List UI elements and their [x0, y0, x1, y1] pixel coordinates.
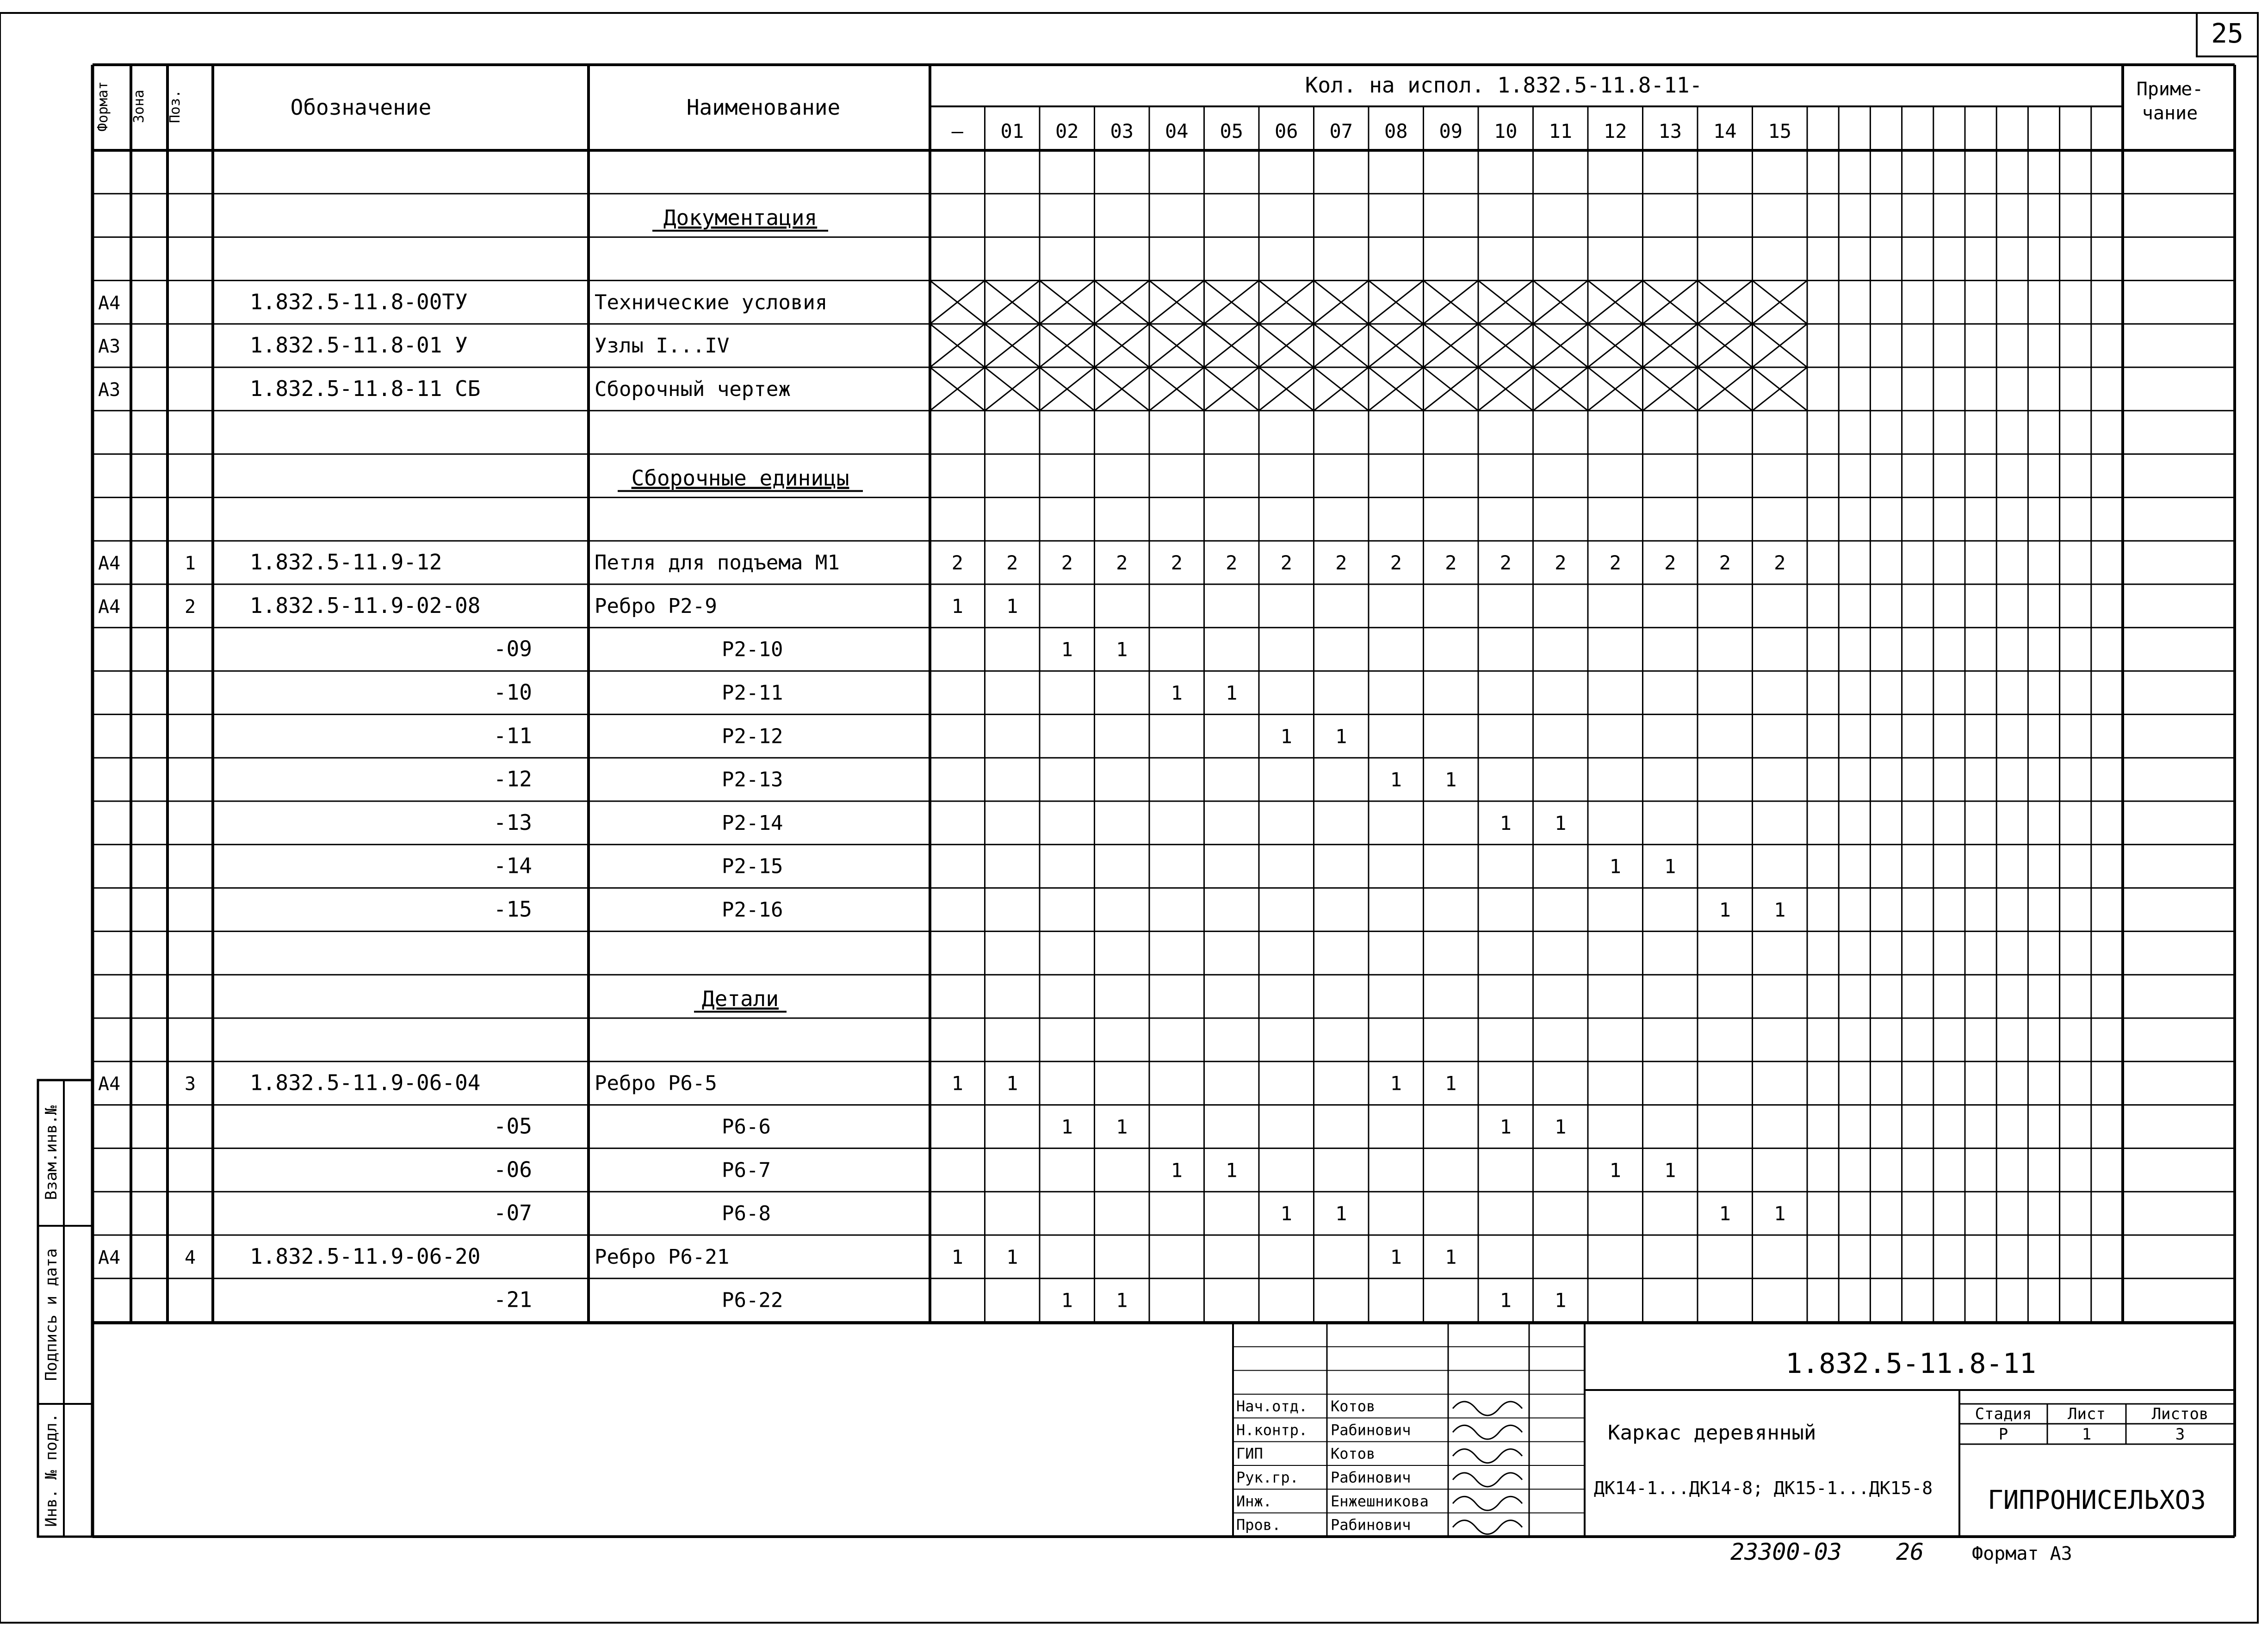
cell-quantity: 2 — [1335, 551, 1347, 575]
table-row — [494, 723, 1347, 748]
table-row — [494, 766, 1456, 791]
side-replacement-label: Взам.инв.№ — [42, 1105, 61, 1200]
cell-name: Технические условия — [595, 290, 828, 315]
cell-designation: -07 — [493, 1200, 532, 1226]
table-row — [98, 333, 729, 358]
table-row — [494, 897, 1785, 922]
variant-header: 13 — [1658, 120, 1682, 142]
cell-designation: 1.832.5-11.8-01 У — [250, 333, 468, 358]
cell-quantity: 1 — [1335, 725, 1347, 748]
cell-quantity: 1 — [1774, 898, 1786, 921]
cell-quantity: 1 — [1719, 1202, 1731, 1225]
variant-header: 10 — [1493, 120, 1518, 142]
section-title: Детали — [701, 986, 779, 1012]
cell-quantity: 1 — [1226, 681, 1238, 704]
cell-quantity: 1 — [1061, 1289, 1073, 1312]
cell-designation: 1.832.5-11.8-00ТУ — [250, 289, 468, 315]
cell-format: А4 — [98, 1073, 121, 1095]
handwritten-signature — [1453, 1402, 1522, 1415]
variant-header: 01 — [1000, 120, 1024, 142]
variant-header: 07 — [1329, 120, 1353, 142]
cell-quantity: 1 — [1555, 811, 1567, 834]
cell-name: Р6-7 — [722, 1158, 771, 1182]
cell-designation: -05 — [493, 1113, 532, 1139]
stage-label: Стадия — [1975, 1405, 2032, 1423]
variant-header: 08 — [1384, 120, 1408, 142]
cell-quantity: 1 — [1500, 1115, 1512, 1138]
cell-quantity: 1 — [1116, 638, 1128, 661]
cell-designation: -06 — [493, 1157, 532, 1182]
cell-name: Р2-12 — [722, 724, 783, 748]
cell-quantity: 2 — [1445, 551, 1457, 575]
variant-header: 03 — [1110, 120, 1134, 142]
handwritten-signature — [1453, 1496, 1522, 1510]
handwritten-signature — [1453, 1425, 1522, 1439]
signature-role: Инж. — [1236, 1492, 1272, 1510]
cell-name: Р2-16 — [722, 898, 783, 922]
table-grid — [93, 65, 2235, 1323]
cell-position: 4 — [184, 1247, 196, 1268]
signature-name: Рабинович — [1331, 1516, 1411, 1534]
handwritten-signature — [1453, 1449, 1522, 1463]
cell-quantity: 2 — [1116, 551, 1128, 575]
table-row — [98, 593, 1018, 618]
cell-quantity: 1 — [1390, 1072, 1402, 1095]
document-title: Каркас деревянный — [1608, 1421, 1816, 1445]
header-qty-title: Кол. на испол. 1.832.5-11.8-11- — [1305, 73, 1703, 98]
cell-format: А4 — [98, 596, 121, 618]
variant-header: 14 — [1713, 120, 1737, 142]
cell-position: 3 — [184, 1073, 196, 1095]
signature-name: Енжешникова — [1331, 1492, 1429, 1510]
cell-quantity: 1 — [1664, 855, 1676, 878]
variant-header: 05 — [1220, 120, 1244, 142]
section-title: Сборочные единицы — [631, 465, 849, 491]
cell-quantity: 1 — [1555, 1115, 1567, 1138]
cell-name: Р2-15 — [722, 854, 783, 878]
cell-format: А4 — [98, 292, 121, 314]
header-note-1: Приме- — [2136, 79, 2204, 100]
table-row — [98, 1244, 1456, 1269]
cell-quantity: 1 — [951, 594, 963, 618]
cell-quantity: 1 — [1445, 768, 1457, 791]
cell-position: 1 — [184, 553, 196, 575]
cell-name: Р6-22 — [722, 1288, 783, 1312]
signature-role: Нач.отд. — [1236, 1397, 1308, 1415]
sheet-value: 1 — [2082, 1425, 2092, 1444]
cell-quantity: 1 — [1445, 1072, 1457, 1095]
variant-header-row — [952, 120, 1791, 142]
cell-position: 2 — [184, 596, 196, 618]
table-row — [494, 853, 1676, 878]
cell-quantity: 1 — [1445, 1245, 1457, 1268]
stage-value: Р — [1998, 1425, 2008, 1444]
cell-quantity: 2 — [1061, 551, 1073, 575]
table-row — [98, 289, 827, 314]
cell-quantity: 1 — [1061, 638, 1073, 661]
cell-quantity: 2 — [1500, 551, 1512, 575]
cell-designation: -15 — [493, 896, 532, 922]
cell-quantity: 1 — [1006, 594, 1018, 618]
variant-header: — — [951, 120, 963, 142]
table-row — [494, 1157, 1676, 1182]
cell-designation: -14 — [493, 853, 532, 878]
table-row — [494, 1200, 1785, 1225]
cell-quantity: 2 — [1609, 551, 1621, 575]
section-row — [694, 986, 787, 1012]
cell-quantity: 1 — [1116, 1115, 1128, 1138]
cell-name: Ребро Р6-5 — [595, 1071, 717, 1095]
section-title: Документация — [663, 205, 818, 230]
cell-quantity: 1 — [1719, 898, 1731, 921]
signature-name: Рабинович — [1331, 1468, 1411, 1486]
cell-quantity: 1 — [1664, 1159, 1676, 1182]
cell-quantity: 1 — [1006, 1245, 1018, 1268]
cell-quantity: 1 — [1390, 768, 1402, 791]
table-row — [98, 376, 791, 401]
section-row — [618, 466, 863, 491]
footer-inventory: 23300-03 — [1730, 1538, 1842, 1565]
cell-quantity: 2 — [1719, 551, 1731, 575]
header-format: Формат — [95, 81, 111, 132]
side-signature-label: Подпись и дата — [42, 1248, 61, 1381]
sheet-label: Лист — [2068, 1405, 2106, 1423]
header-name: Наименование — [686, 95, 841, 120]
table-row — [494, 810, 1566, 835]
cell-quantity: 1 — [1116, 1289, 1128, 1312]
signature-role: Пров. — [1236, 1516, 1281, 1534]
cell-name: Р6-8 — [722, 1202, 771, 1226]
table-row — [494, 680, 1237, 705]
cell-quantity: 1 — [1171, 681, 1183, 704]
cell-designation: -13 — [493, 809, 532, 835]
signature-name: Котов — [1331, 1397, 1376, 1415]
cell-quantity: 1 — [951, 1072, 963, 1095]
cell-quantity: 2 — [1555, 551, 1567, 575]
cell-quantity: 2 — [1390, 551, 1402, 575]
cell-name: Петля для подъема М1 — [595, 551, 840, 575]
cell-name: Ребро Р6-21 — [595, 1245, 730, 1269]
table-row — [98, 1070, 1456, 1095]
variant-header: 06 — [1274, 120, 1298, 142]
cell-quantity: 1 — [1226, 1159, 1238, 1182]
cell-quantity: 1 — [1061, 1115, 1073, 1138]
cell-designation: 1.832.5-11.9-12 — [250, 550, 442, 575]
outer-frame — [0, 13, 2258, 1623]
cell-name: Р2-11 — [722, 681, 783, 705]
cell-name: Р2-14 — [722, 811, 783, 835]
cell-designation: 1.832.5-11.9-06-04 — [250, 1070, 481, 1095]
cell-quantity: 2 — [1774, 551, 1786, 575]
document-subtitle: ДК14-1...ДК14-8; ДК15-1...ДК15-8 — [1594, 1478, 1933, 1498]
variant-header: 15 — [1768, 120, 1792, 142]
cell-designation: -12 — [493, 766, 532, 792]
cell-quantity: 2 — [951, 551, 963, 575]
cell-quantity: 2 — [1171, 551, 1183, 575]
cell-quantity: 1 — [1171, 1159, 1183, 1182]
cell-quantity: 1 — [1555, 1289, 1567, 1312]
cell-quantity: 1 — [1609, 1159, 1621, 1182]
header-position: Поз. — [167, 89, 183, 124]
signature-name: Котов — [1331, 1445, 1376, 1463]
cell-quantity: 2 — [1664, 551, 1676, 575]
cell-quantity: 1 — [1280, 1202, 1292, 1225]
handwritten-signature — [1453, 1473, 1522, 1487]
variant-header: 04 — [1165, 120, 1189, 142]
signature-rows — [1233, 1347, 1585, 1534]
variant-header: 11 — [1549, 120, 1573, 142]
footer-format: Формат А3 — [1972, 1543, 2072, 1564]
cell-designation: -11 — [493, 723, 532, 748]
footer-number: 26 — [1896, 1538, 1924, 1565]
sheets-label: Листов — [2151, 1405, 2209, 1423]
cell-quantity: 1 — [1335, 1202, 1347, 1225]
cell-quantity: 1 — [1390, 1245, 1402, 1268]
cell-quantity: 2 — [1280, 551, 1292, 575]
footer — [1730, 1538, 2072, 1565]
cell-designation: -09 — [493, 636, 532, 661]
signature-role: Рук.гр. — [1236, 1468, 1299, 1486]
cell-designation: 1.832.5-11.9-02-08 — [250, 593, 481, 618]
signature-name: Рабинович — [1331, 1421, 1411, 1439]
document-code: 1.832.5-11.8-11 — [1785, 1347, 2036, 1380]
cell-quantity: 1 — [951, 1245, 963, 1268]
variant-header: 02 — [1055, 120, 1079, 142]
cell-name: Узлы I...IV — [595, 334, 730, 358]
side-stamp — [38, 1080, 93, 1537]
handwritten-signature — [1453, 1520, 1522, 1534]
cell-quantity: 1 — [1500, 1289, 1512, 1312]
cell-designation: 1.832.5-11.8-11 СБ — [250, 376, 481, 401]
organization-name: ГИПРОНИСЕЛЬХОЗ — [1987, 1485, 2206, 1515]
header-zone: Зона — [131, 89, 147, 124]
variant-header: 12 — [1603, 120, 1627, 142]
cell-designation: 1.832.5-11.9-06-20 — [250, 1243, 481, 1269]
cell-format: А4 — [98, 1247, 121, 1268]
cell-quantity: 1 — [1774, 1202, 1786, 1225]
cell-format: А3 — [98, 379, 121, 401]
cell-quantity: 1 — [1006, 1072, 1018, 1095]
variant-header: 09 — [1439, 120, 1463, 142]
cell-quantity: 2 — [1006, 551, 1018, 575]
section-row — [652, 205, 828, 231]
header-note-2: чание — [2142, 103, 2198, 124]
sheets-value: 3 — [2175, 1425, 2185, 1444]
cell-name: Ребро Р2-9 — [595, 594, 717, 618]
cell-name: Р6-6 — [722, 1115, 771, 1139]
cell-format: А4 — [98, 553, 121, 575]
cell-name: Сборочный чертеж — [595, 377, 791, 401]
cell-designation: -10 — [493, 680, 532, 705]
table-row — [494, 1114, 1566, 1139]
cell-quantity: 1 — [1609, 855, 1621, 878]
cell-quantity: 1 — [1500, 811, 1512, 834]
side-inventory-label: Инв. № подл. — [42, 1413, 61, 1527]
cell-quantity: 2 — [1226, 551, 1238, 575]
header-designation: Обозначение — [290, 95, 432, 120]
cell-designation: -21 — [493, 1287, 532, 1312]
cell-name: Р2-10 — [722, 637, 783, 661]
signature-role: Н.контр. — [1236, 1421, 1308, 1439]
page-number: 25 — [2211, 18, 2243, 49]
table-row — [494, 1287, 1566, 1312]
cell-name: Р2-13 — [722, 768, 783, 792]
signature-role: ГИП — [1236, 1445, 1263, 1463]
cell-format: А3 — [98, 336, 121, 358]
cell-quantity: 1 — [1280, 725, 1292, 748]
